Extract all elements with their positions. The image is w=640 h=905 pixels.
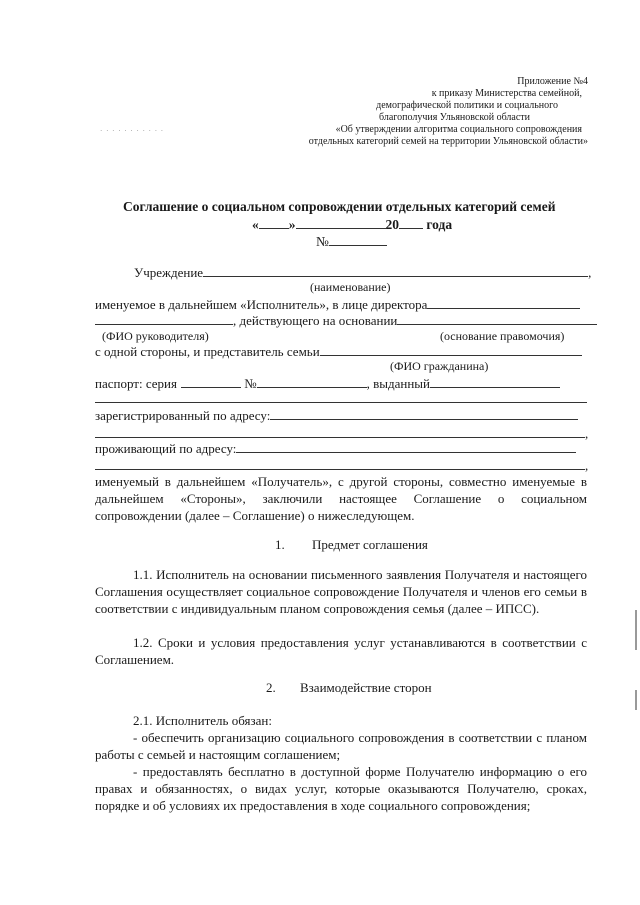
agreement-number	[316, 233, 387, 250]
acting-text: , действующего на основании	[233, 313, 398, 328]
issued-label: , выданный	[366, 376, 430, 391]
acting-row	[95, 312, 597, 329]
executor-text: именуемое в дальнейшем «Исполнитель», в лице директора	[95, 297, 428, 312]
issued-by-continuation-field[interactable]	[95, 401, 587, 403]
scan-artifact: · · · · · · · · · · ·	[100, 127, 165, 135]
registered-label: зарегистрированный по адресу:	[95, 408, 271, 423]
section-2-bullet-1: - обеспечить организацию социального сопровождения в соответствии с планом работы с семьей и настоящим соглашением;	[95, 730, 587, 762]
section-2-paragraph-1: 2.1. Исполнитель обязан:	[133, 713, 272, 728]
date-month-field[interactable]	[296, 216, 386, 229]
residing-address-field[interactable]	[236, 440, 576, 453]
fio-citizen-caption: (ФИО гражданина)	[390, 359, 489, 373]
header-line: к приказу Министерства семейной,	[431, 88, 582, 99]
section-1-paragraph-2: 1.2. Сроки и условия предоставления услуг устанавливаются в соответствии с Соглашением.	[95, 635, 587, 667]
section-1-title: Предмет соглашения	[312, 537, 428, 552]
residing-row	[95, 440, 576, 457]
date-year-field[interactable]	[399, 216, 423, 229]
residing-address-continuation-field[interactable]	[95, 457, 585, 470]
scan-edge-mark	[635, 610, 637, 650]
family-rep-field[interactable]	[320, 343, 582, 356]
section-2-number: 2.	[266, 680, 276, 695]
basis-caption: (основание правомочия)	[440, 329, 565, 343]
passport-row	[95, 375, 560, 392]
institution-field[interactable]	[203, 264, 588, 277]
residing-label: проживающий по адресу:	[95, 441, 237, 456]
document-title: Соглашение о социальном сопровождении отдельных категорий семей	[123, 199, 556, 214]
section-2-title: Взаимодействие сторон	[300, 680, 432, 695]
fio-head-caption: (ФИО руководителя)	[102, 329, 209, 343]
recipient-paragraph: именуемый в дальнейшем «Получатель», с другой стороны, совместно именуемые в дальнейшем «Стороны», заключили настоящее Соглашение о социальном сопровождении (далее – Соглашение) о нижеследующем.	[95, 474, 587, 523]
director-field[interactable]	[427, 296, 580, 309]
agreement-number-field[interactable]	[329, 233, 387, 246]
comma: ,	[585, 426, 589, 441]
number-sign: №	[316, 234, 329, 249]
comma: ,	[585, 458, 589, 473]
passport-label: паспорт: серия	[95, 376, 177, 391]
header-line: отдельных категорий семей на территории Ульяновской области»	[308, 136, 588, 147]
family-rep-text: с одной стороны, и представитель семьи	[95, 344, 320, 359]
passport-number-field[interactable]	[257, 375, 367, 388]
date-day-field[interactable]	[259, 216, 289, 229]
executor-row	[95, 296, 580, 313]
header-line: благополучия Ульяновской области	[379, 112, 530, 123]
institution-row	[134, 264, 591, 281]
section-2-bullet-2: - предоставлять бесплатно в доступной форме Получателю информацию о его правах и обязанностях, о видах услуг, которые оказываются Получателю, сроках, порядке и об условиях их предоставления в ходе социального сопровождения;	[95, 764, 587, 813]
registered-row	[95, 407, 578, 424]
name-caption: (наименование)	[310, 280, 391, 294]
header-line: «Об утверждении алгоритма социального сопровождения	[335, 124, 582, 135]
registered-address-continuation-field[interactable]	[95, 425, 585, 438]
date-open-quote: «	[252, 217, 259, 232]
scan-edge-mark	[635, 690, 637, 710]
passport-number-label: №	[244, 376, 257, 391]
date-year-suffix: года	[426, 217, 453, 232]
issued-by-field[interactable]	[430, 375, 560, 388]
date-close-quote: »	[288, 217, 296, 232]
basis-field[interactable]	[397, 312, 597, 325]
residing-row-2	[95, 457, 588, 474]
agreement-date	[252, 216, 452, 233]
comma: ,	[588, 265, 592, 280]
section-1-paragraph-1: 1.1. Исполнитель на основании письменного заявления Получателя и настоящего Соглашения осуществляет социальное сопровождение Получателя и членов его семьи в соответствии с индивидуальным планом сопровождения семья (далее – ИПСС).	[95, 567, 587, 616]
registered-address-field[interactable]	[270, 407, 578, 420]
date-year-prefix: 20	[385, 217, 399, 232]
header-line: демографической политики и социального	[376, 100, 558, 111]
director-name-field[interactable]	[95, 312, 233, 325]
institution-label: Учреждение	[134, 265, 204, 280]
passport-series-field[interactable]	[181, 375, 241, 388]
header-annex-number: Приложение №4	[517, 76, 588, 87]
section-1-number: 1.	[275, 537, 285, 552]
family-rep-row	[95, 343, 582, 360]
